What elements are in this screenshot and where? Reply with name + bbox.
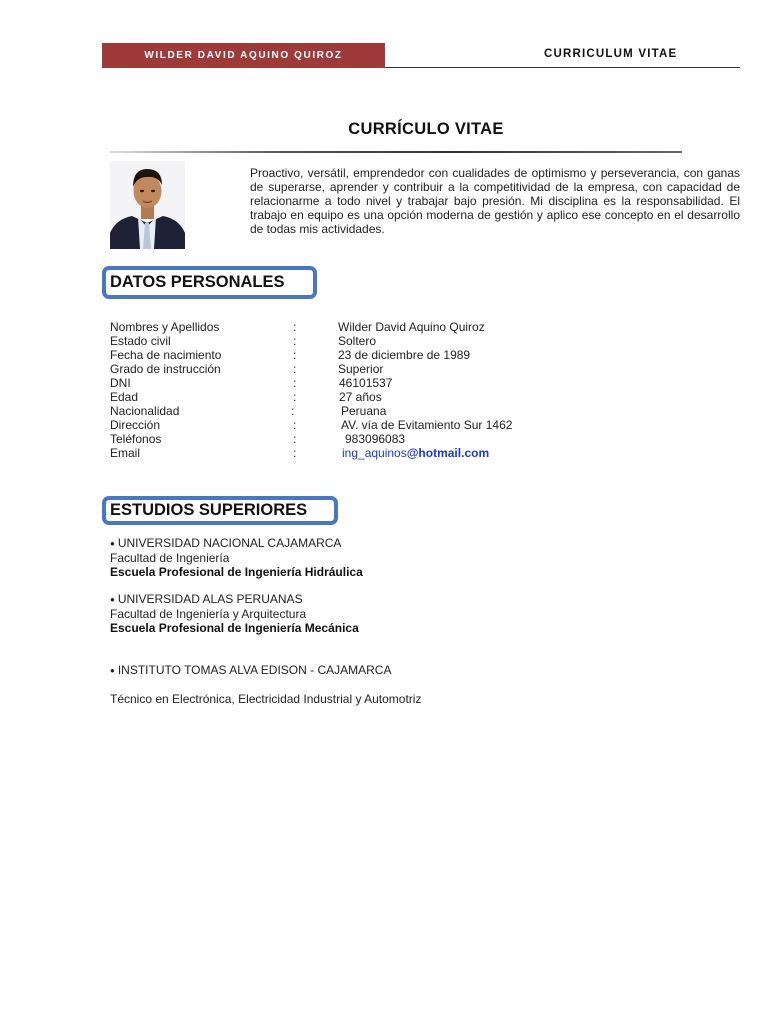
field-value: Wilder David Aquino Quiroz	[338, 320, 485, 334]
field-value: 46101537	[339, 376, 393, 390]
education-entry	[110, 536, 363, 579]
school-name: Escuela Profesional de Ingeniería Hidráulica	[110, 564, 363, 579]
email-value	[342, 446, 489, 460]
field-separator: :	[293, 376, 297, 390]
field-separator: :	[293, 348, 297, 362]
field-label: Dirección	[110, 418, 161, 432]
profile-photo	[110, 161, 185, 249]
faculty-name: Facultad de Ingeniería y Arquitectura	[110, 606, 307, 621]
personal-data-heading	[102, 266, 317, 299]
field-separator: :	[293, 320, 297, 334]
program-name: Técnico en Electrónica, Electricidad Industrial y Automotriz	[110, 691, 422, 706]
name-banner-text: WILDER DAVID AQUINO QUIROZ	[144, 50, 343, 61]
field-value: 23 de diciembre de 1989	[338, 348, 471, 362]
education-heading-text: ESTUDIOS SUPERIORES	[110, 501, 308, 519]
school-name: Escuela Profesional de Ingeniería Mecánica	[110, 620, 359, 635]
page-title: CURRÍCULO VITAE	[348, 120, 504, 138]
field-separator: :	[291, 404, 295, 418]
field-value: Peruana	[341, 404, 387, 418]
email-domain: @hotmail.com	[406, 446, 490, 460]
institution-name	[110, 592, 359, 607]
profile-summary: Proactivo, versátil, emprendedor con cualidades de optimismo y perseverancia, con ganas de superarse, aprender y contribuir a la competitividad de la empresa, con capacidad de relacionarme a todo nivel y trabajar bajo presión. Mi disciplina es la responsabilidad. El trabajo en equipo es una opción moderna de gestión y aplico ese concepto en el desarrollo de todas mis actividades.	[250, 166, 740, 236]
email-user: ing_aquinos	[342, 446, 407, 460]
field-value: AV. vía de Evitamiento Sur 1462	[341, 418, 513, 432]
field-value: 27 años	[339, 390, 382, 404]
field-label: Nacionalidad	[110, 404, 180, 418]
education-heading	[102, 496, 338, 525]
field-separator: :	[293, 390, 297, 404]
institution-text: UNIVERSIDAD ALAS PERUANAS	[117, 592, 303, 606]
institution-name	[110, 536, 363, 551]
field-separator: :	[293, 446, 297, 460]
title-divider	[110, 151, 682, 153]
faculty-name: Facultad de Ingeniería	[110, 550, 230, 565]
field-label: Fecha de nacimiento	[110, 348, 222, 362]
field-value: Soltero	[338, 334, 377, 348]
field-label: Edad	[110, 390, 139, 404]
bullet-icon: ●	[110, 665, 115, 675]
field-label: Email	[110, 446, 141, 460]
personal-data-heading-text: DATOS PERSONALES	[110, 273, 285, 291]
field-label: Estado civil	[110, 334, 171, 348]
header-rule	[385, 67, 740, 68]
institution-name	[110, 663, 421, 678]
field-label: Nombres y Apellidos	[110, 320, 220, 334]
field-label: Grado de instrucción	[110, 362, 221, 376]
bullet-icon: ●	[110, 538, 115, 548]
name-banner	[102, 43, 385, 68]
bullet-icon: ●	[110, 594, 115, 604]
field-value: 983096083	[345, 432, 406, 446]
field-separator: :	[293, 418, 297, 432]
field-separator: :	[293, 362, 297, 376]
institution-text: UNIVERSIDAD NACIONAL CAJAMARCA	[117, 536, 342, 550]
field-separator: :	[293, 432, 297, 446]
institution-text: INSTITUTO TOMAS ALVA EDISON - CAJAMARCA	[117, 663, 392, 677]
field-value: Superior	[338, 362, 384, 376]
field-separator: :	[293, 334, 297, 348]
field-label: Teléfonos	[110, 432, 162, 446]
education-entry	[110, 592, 359, 635]
document-type-label: CURRICULUM VITAE	[544, 48, 678, 60]
field-label: DNI	[110, 376, 131, 390]
education-entry	[110, 663, 421, 706]
